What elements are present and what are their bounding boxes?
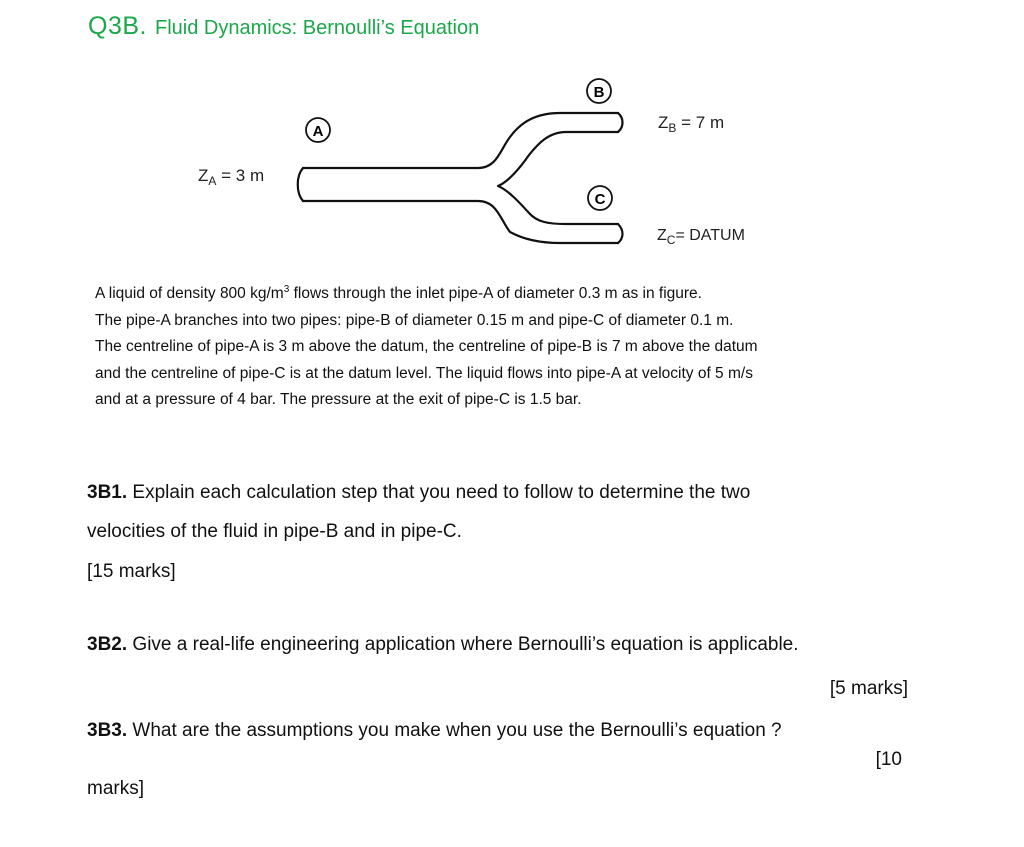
- label-b-text: B: [593, 84, 605, 101]
- pipe-c-exit: [618, 224, 623, 243]
- q3b2-label: 3B2.: [87, 634, 128, 655]
- pipe-a-bottom-wall: [303, 201, 618, 243]
- za-label: [198, 166, 264, 188]
- pipe-b-exit: [618, 113, 623, 132]
- zc-main: Z: [657, 227, 667, 244]
- za-main: Z: [198, 166, 209, 185]
- zb-main: Z: [658, 113, 669, 132]
- zb-sub: B: [668, 121, 677, 135]
- problem-line-1: A liquid of density 800 $kg/m^3$ flows through the inlet pipe-A of diameter 0.3 m as in figure.: [95, 284, 702, 303]
- problem-line-5: and at a pressure of 4 bar. The pressure at the exit of pipe-C is 1.5 bar.: [95, 391, 582, 409]
- problem-statement: [95, 277, 925, 414]
- pipe-a-end-cap: [298, 168, 303, 201]
- zc-sub: C: [666, 233, 676, 247]
- label-c-text: C: [594, 191, 606, 208]
- label-a-text: A: [312, 123, 324, 140]
- problem-line-4: and the centreline of pipe-C is at the datum level. The liquid flows into pipe-A at velocity of 5 m/s: [95, 364, 753, 382]
- pipe-a-top-wall: [303, 113, 618, 168]
- zb-value: = 7 m: [676, 113, 725, 132]
- q3b3-label: 3B3.: [87, 720, 128, 741]
- zb-label: [658, 113, 724, 135]
- problem-line-2: The pipe-A branches into two pipes: pipe-B of diameter 0.15 m and pipe-C of diameter 0.1 m.: [95, 311, 734, 329]
- zc-label: [657, 227, 745, 247]
- problem-line-3: The centreline of pipe-A is 3 m above the datum, the centreline of pipe-B is 7 m above the datum: [95, 338, 758, 356]
- q3b3-marks-start: [10: [875, 749, 902, 770]
- za-sub: A: [208, 174, 217, 188]
- q3b3-text: 3B3. What are the assumptions you make when you use the Bernoulli’s equation ?: [87, 720, 782, 741]
- q3b1-line-1: 3B1. Explain each calculation step that you need to follow to determine the two: [87, 482, 751, 503]
- q3b1-marks: [15 marks]: [87, 561, 176, 582]
- za-value: = 3 m: [216, 166, 265, 185]
- q3b2-text: 3B2. Give a real-life engineering application where Bernoulli’s equation is applicable.: [87, 634, 799, 655]
- q3b1-label: 3B1.: [87, 482, 128, 503]
- q3b2-marks: [5 marks]: [829, 678, 908, 699]
- q3b3-marks-end: marks]: [87, 778, 144, 799]
- q3b1-line-2: velocities of the fluid in pipe-B and in pipe-C.: [87, 521, 462, 542]
- zc-value: = DATUM: [675, 227, 745, 244]
- question-number: Q3B.: [88, 12, 147, 40]
- question-title: Fluid Dynamics: Bernoulli’s Equation: [154, 17, 480, 39]
